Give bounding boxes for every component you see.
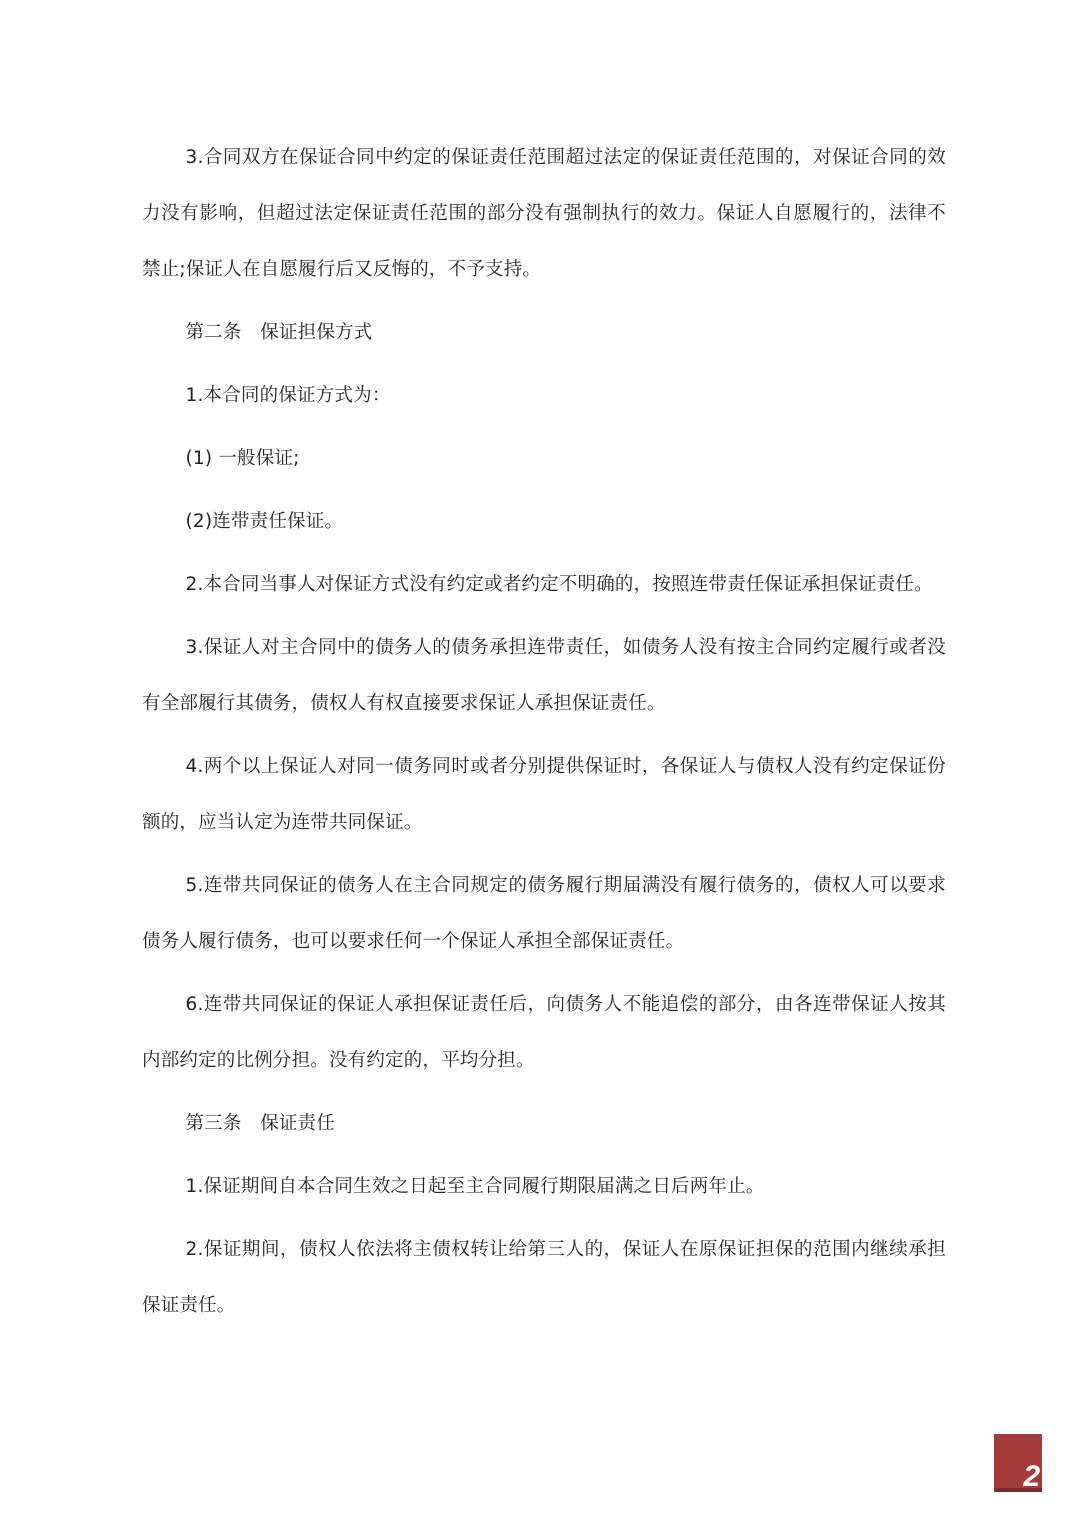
article-2-heading: 第二条 保证担保方式 bbox=[185, 322, 373, 343]
page-number-badge bbox=[994, 1434, 1042, 1492]
paragraph-scope-clause-3: 3.合同双方在保证合同中约定的保证责任范围超过法定的保证责任范围的，对保证合同的效力没有影响，但超过法定保证责任范围的部分没有强制执行的效力。保证人自愿履行的，法律不禁止;保证人在自愿履行后又反悔的，不予支持。 bbox=[142, 147, 946, 280]
paragraph-clause-3: 3.保证人对主合同中的债务人的债务承担连带责任，如债务人没有按主合同约定履行或者没有全部履行其债务，债权人有权直接要求保证人承担保证责任。 bbox=[142, 637, 946, 714]
paragraph-clause-4: 4.两个以上保证人对同一债务同时或者分别提供保证时，各保证人与债权人没有约定保证份额的，应当认定为连带共同保证。 bbox=[142, 756, 946, 833]
article-3-heading: 第三条 保证责任 bbox=[185, 1113, 336, 1134]
page-number: 2 bbox=[1023, 1460, 1040, 1493]
paragraph-guarantee-method: 1.本合同的保证方式为： bbox=[185, 385, 391, 406]
paragraph-clause-2: 2.本合同当事人对保证方式没有约定或者约定不明确的，按照连带责任保证承担保证责任。 bbox=[185, 574, 933, 595]
paragraph-joint-liability: (2)连带责任保证。 bbox=[185, 511, 344, 532]
paragraph-clause-5: 5.连带共同保证的债务人在主合同规定的债务履行期届满没有履行债务的，债权人可以要求债务人履行债务，也可以要求任何一个保证人承担全部保证责任。 bbox=[142, 875, 946, 952]
paragraph-general-guarantee: (1) 一般保证; bbox=[185, 448, 300, 469]
paragraph-transfer-of-claim: 2.保证期间，债权人依法将主债权转让给第三人的，保证人在原保证担保的范围内继续承担保证责任。 bbox=[142, 1239, 946, 1316]
document-body bbox=[142, 130, 946, 1341]
paragraph-guarantee-period: 1.保证期间自本合同生效之日起至主合同履行期限届满之日后两年止。 bbox=[185, 1176, 765, 1197]
paragraph-clause-6: 6.连带共同保证的保证人承担保证责任后，向债务人不能追偿的部分，由各连带保证人按其内部约定的比例分担。没有约定的，平均分担。 bbox=[142, 994, 946, 1071]
